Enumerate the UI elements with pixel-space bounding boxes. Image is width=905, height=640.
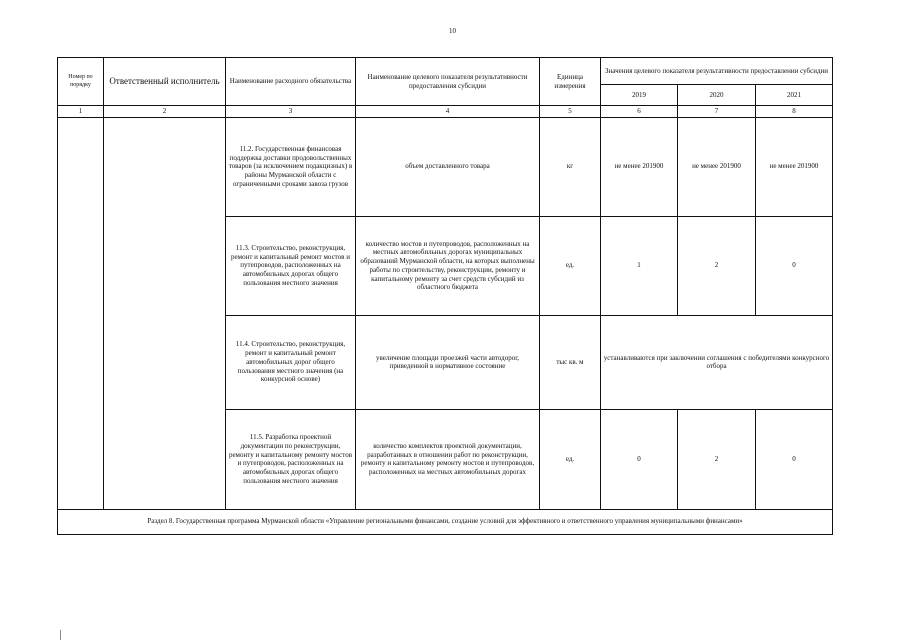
responsible-executor-cell — [104, 117, 226, 509]
header-order-number: Номер по порядку — [58, 58, 104, 106]
unit-cell: ед. — [540, 409, 601, 509]
header-indicator-name: Наименование целевого показателя результативности предоставления субсидии — [356, 58, 540, 106]
page-number: 10 — [449, 27, 456, 35]
value-2019-cell: 0 — [601, 409, 678, 509]
subsidy-indicators-table — [57, 57, 833, 535]
indicator-cell: количество мостов и путепроводов, расположенных на местных автомобильных дорогах муниципальных образований Мурманской области, на которых выполнены работы по строительству, реконструкции, ремонту и капитальному ремонту за счет средств субсидий из областного бюджета — [356, 216, 540, 315]
table-row — [58, 117, 833, 216]
order-number-cell — [58, 117, 104, 509]
column-index: 3 — [226, 106, 356, 118]
obligation-cell: 11.2. Государственная финансовая поддержка доставки продовольственных товаров (за исключением подакцизных) в районы Мурманской области с ограниченными сроками завоза грузов — [226, 117, 356, 216]
header-year-2020: 2020 — [678, 85, 756, 106]
value-2019-cell: не менее 201900 — [601, 117, 678, 216]
merged-values-cell: устанавливаются при заключении соглашения с победителями конкурсного отбора — [601, 315, 833, 409]
value-2020-cell: 2 — [678, 409, 756, 509]
value-2021-cell: 0 — [756, 409, 833, 509]
column-index: 5 — [540, 106, 601, 118]
column-index-row — [58, 106, 833, 118]
indicator-cell: увеличение площади проезжей части автодорог, приведенной в нормативное состояние — [356, 315, 540, 409]
unit-cell: тыс кв. м — [540, 315, 601, 409]
header-year-2021: 2021 — [756, 85, 833, 106]
value-2020-cell: 2 — [678, 216, 756, 315]
header-responsible-executor: Ответственный исполнитель — [104, 58, 226, 106]
column-index: 2 — [104, 106, 226, 118]
value-2019-cell: 1 — [601, 216, 678, 315]
column-index: 7 — [678, 106, 756, 118]
header-unit: Единица измерения — [540, 58, 601, 106]
header-indicator-values: Значения целевого показателя результативности предоставлении субсидии — [601, 58, 833, 85]
column-index: 8 — [756, 106, 833, 118]
header-year-2019: 2019 — [601, 85, 678, 106]
indicator-cell: количество комплектов проектной документации, разработанных в отношении работ по реконструкции, ремонту и капитальному ремонту мостов и путепроводов, расположенных на местных автомобильных дорогах — [356, 409, 540, 509]
column-index: 1 — [58, 106, 104, 118]
column-index: 4 — [356, 106, 540, 118]
header-row — [58, 58, 833, 85]
scan-artifact-line — [60, 630, 61, 640]
obligation-cell: 11.4. Строительство, реконструкция, ремонт и капитальный ремонт автомобильных дорог общего пользования местного значения (на конкурсной основе) — [226, 315, 356, 409]
section-row — [58, 509, 833, 534]
value-2020-cell: не менее 201900 — [678, 117, 756, 216]
column-index: 6 — [601, 106, 678, 118]
obligation-cell: 11.3. Строительство, реконструкция, ремонт и капитальный ремонт мостов и путепроводов, расположенных на автомобильных дорогах общего пользования местного значения — [226, 216, 356, 315]
section-title: Раздел 8. Государственная программа Мурманской области «Управление региональными финансами, создание условий для эффективного и ответственного управления муниципальными финансами» — [58, 509, 833, 534]
unit-cell: ед. — [540, 216, 601, 315]
value-2021-cell: 0 — [756, 216, 833, 315]
obligation-cell: 11.5. Разработка проектной документации по реконструкции, ремонту и капитальному ремонту мостов и путепроводов, расположенных на автомобильных дорогах общего пользования местного значения — [226, 409, 356, 509]
header-expense-obligation: Наименование расходного обязательства — [226, 58, 356, 106]
unit-cell: кг — [540, 117, 601, 216]
indicator-cell: объем доставленного товара — [356, 117, 540, 216]
value-2021-cell: не менее 201900 — [756, 117, 833, 216]
